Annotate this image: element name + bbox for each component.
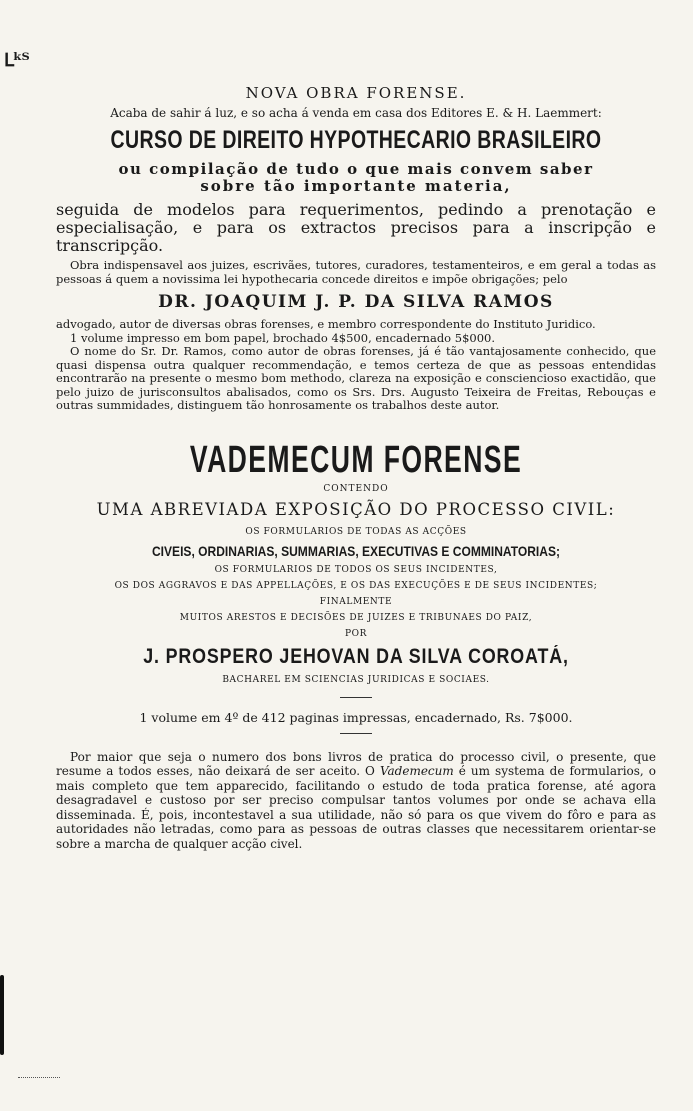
ad1-volume: 1 volume impresso em bom papel, brochado 4$500, encadernado 5$000. <box>70 330 495 345</box>
ad1-author-description: advogado, autor de diversas obras forenses, e membro correspondente do Instituto Juridico. <box>56 317 596 331</box>
ad1-intro: Acaba de sahir á luz, e so acha á venda em casa dos Editores E. & H. Laemmert: <box>110 106 602 120</box>
ad2-review <box>56 750 656 852</box>
ad2-exposicao: UMA ABREVIADA EXPOSIÇÃO DO PROCESSO CIVIL: <box>96 499 616 519</box>
separator-dash <box>340 733 372 734</box>
ad2-review-post: é um systema de formularios, o mais completo que tem apparecido, facilitando o estudo de toda pratica forense, até agora desagradavel e custoso por ser preciso compulsar tantos volumes por onde se achava ella disseminada. É, pois, incontestavel a sua utilidade, não só para os que vivem do fôro e para as autoridades não letradas, como para as pessoas de outras classes que necessitarem orientar-se sobre a marcha de qualquer acção civel. <box>56 764 656 851</box>
ad1-description: seguida de modelos para requerimentos, pedindo a prenotação e especialisação, e para os extractos precisos para a inscripção e transcripção. <box>56 200 656 255</box>
ad2-volume: 1 volume em 4º de 412 paginas impressas, encadernado, Rs. 7$000. <box>139 709 573 725</box>
ad2-formularios-incidentes: OS FORMULARIOS DE TODOS OS SEUS INCIDENTES, <box>214 564 498 575</box>
ad2-review-pre: Por maior que seja o numero dos bons livros de pratica do processo civil, o presente, que resume a todos esses, não deixará de ser aceito. O <box>56 749 656 778</box>
ad1-heading: NOVA OBRA FORENSE. <box>245 84 467 102</box>
ad2-author: J. PROSPERO JEHOVAN DA SILVA COROATÁ, <box>143 644 569 668</box>
ad1-author: DR. JOAQUIM J. P. DA SILVA RAMOS <box>158 292 554 312</box>
ad2-review-vademecum: Vademecum <box>379 764 454 778</box>
advert-vademecum-forense <box>56 439 656 852</box>
advert-column <box>56 84 656 851</box>
binding-edge-mark <box>0 975 4 1055</box>
ad1-audience: Obra indispensavel aos juizes, escrivães, tutores, curadores, testamenteiros, e em geral a todas as pessoas á quem a novissima lei hypothecaria concede direitos e impõe obrigações; pelo <box>56 258 656 286</box>
ad2-aggravos: OS DOS AGGRAVOS E DAS APPELLAÇÕES, E OS DAS EXECUÇÕES E DE SEUS INCIDENTES; <box>114 580 598 591</box>
ad2-por: POR <box>344 628 367 639</box>
advert-direito-hypothecario <box>56 84 656 413</box>
ad1-title: CURSO DE DIREITO HYPOTHECARIO BRASILEIRO <box>110 126 602 154</box>
ad2-contendo: CONTENDO <box>323 483 389 494</box>
ad2-finalmente: FINALMENTE <box>319 596 393 607</box>
separator-dash <box>340 697 372 698</box>
bottom-rule <box>18 1077 60 1078</box>
ad2-author-description: BACHAREL EM SCIENCIAS JURIDICAS E SOCIAES. <box>222 674 490 685</box>
corner-mark: ᒪᵏᵀ <box>4 50 29 71</box>
ad1-subtitle-line2: sobre tão importante materia, <box>200 177 512 195</box>
ad1-subtitle-line1: ou compilação de tudo o que mais convem saber <box>118 160 594 178</box>
ad2-acoes-list: CIVEIS, ORDINARIAS, SUMMARIAS, EXECUTIVAS E COMMINATORIAS; <box>151 542 561 559</box>
ad2-title: VADEMECUM FORENSE <box>189 438 523 481</box>
ad1-review: O nome do Sr. Dr. Ramos, como autor de obras forenses, já é tão vantajosamente conhecido, que quasi dispensa outra qualquer recommendação, e temos certeza de que as pessoas entendidas encontrarão na presente o mesmo bom methodo, clareza na exposição e consciencioso exactidão, que pelo juizo de jurisconsultos abalisados, como os Srs. Drs. Augusto Teixeira de Freitas, Rebouças e outras summidades, distinguem tão honrosamente os trabalhos deste autor. <box>56 344 656 412</box>
ad2-formularios-acoes: OS FORMULARIOS DE TODAS AS ACÇÕES <box>245 526 467 537</box>
ad2-arestos: MUITOS ARESTOS E DECISÕES DE JUIZES E TRIBUNAES DO PAIZ, <box>179 612 533 623</box>
